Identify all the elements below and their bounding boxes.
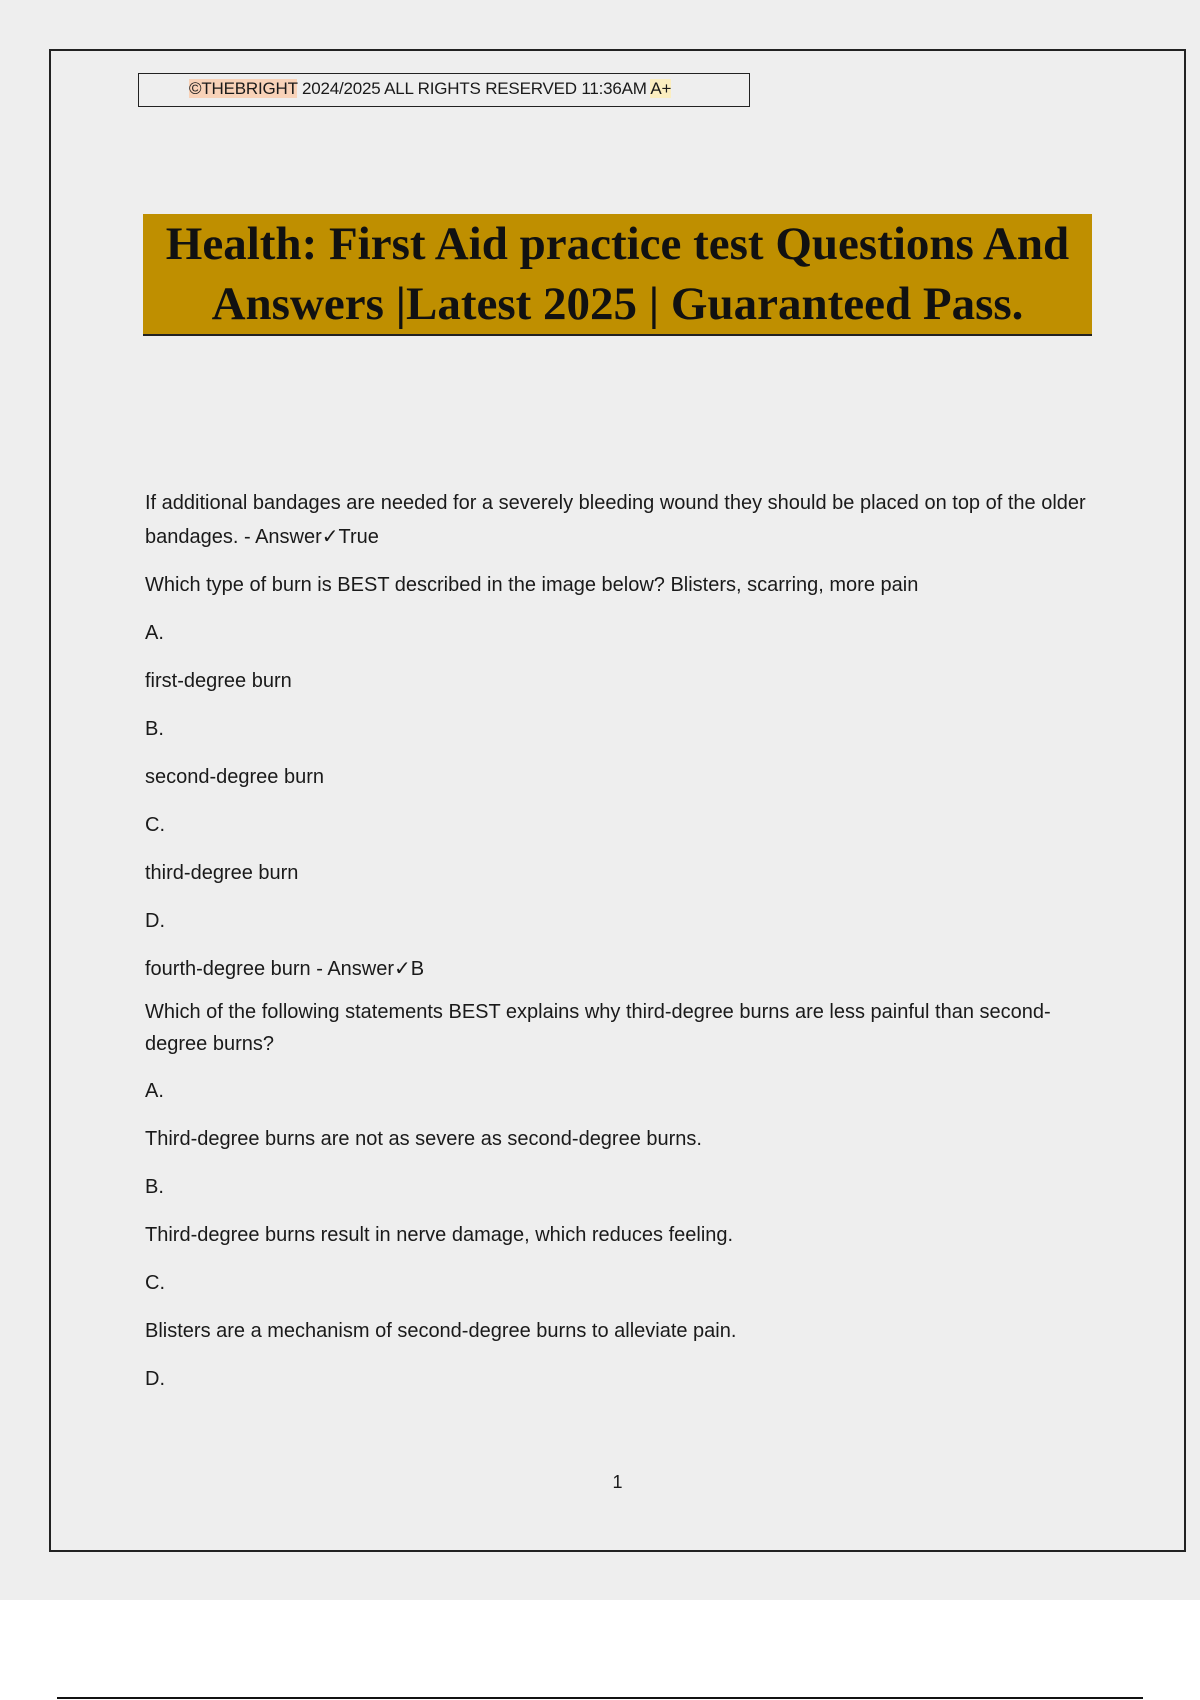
document-title [143, 214, 1092, 336]
paragraph: D. [145, 1368, 165, 1390]
bottom-divider [57, 1697, 1143, 1699]
copyright-brand: ©THEBRIGHT [189, 79, 298, 98]
paragraph: Blisters are a mechanism of second-degree burns to alleviate pain. [145, 1320, 737, 1342]
question-content [145, 486, 1095, 1396]
paragraph: If additional bandages are needed for a severely bleeding wound they should be placed on top of the older bandages. - Answer✓True [145, 492, 1086, 548]
paragraph: Which type of burn is BEST described in the image below? Blisters, scarring, more pain [145, 574, 919, 596]
page-number: 1 [612, 1472, 623, 1492]
paragraph: second-degree burn [145, 766, 325, 788]
paragraph: B. [145, 718, 164, 740]
paragraph: A. [145, 622, 164, 644]
paragraph: C. [145, 814, 165, 836]
title-line-1: Health: First Aid practice test Questions And [165, 218, 1070, 270]
paragraph: third-degree burn [145, 862, 299, 884]
paragraph: Third-degree burns result in nerve damage, which reduces feeling. [145, 1224, 734, 1246]
copyright-text: 2024/2025 ALL RIGHTS RESERVED 11:36AM [297, 79, 651, 98]
paragraph: D. [145, 910, 165, 932]
title-line-2: Answers |Latest 2025 | Guaranteed Pass. [211, 278, 1024, 330]
paragraph: B. [145, 1176, 164, 1198]
paragraph: fourth-degree burn - Answer✓B [145, 958, 425, 980]
paragraph: A. [145, 1080, 164, 1102]
copyright-grade: A+ [650, 79, 672, 98]
paragraph: Which of the following statements BEST explains why third-degree burns are less painful than second-degree burns? [145, 1001, 1051, 1055]
paragraph: C. [145, 1272, 165, 1294]
paragraph: first-degree burn [145, 670, 292, 692]
copyright-notice [138, 73, 750, 107]
paragraph: Third-degree burns are not as severe as second-degree burns. [145, 1128, 702, 1150]
